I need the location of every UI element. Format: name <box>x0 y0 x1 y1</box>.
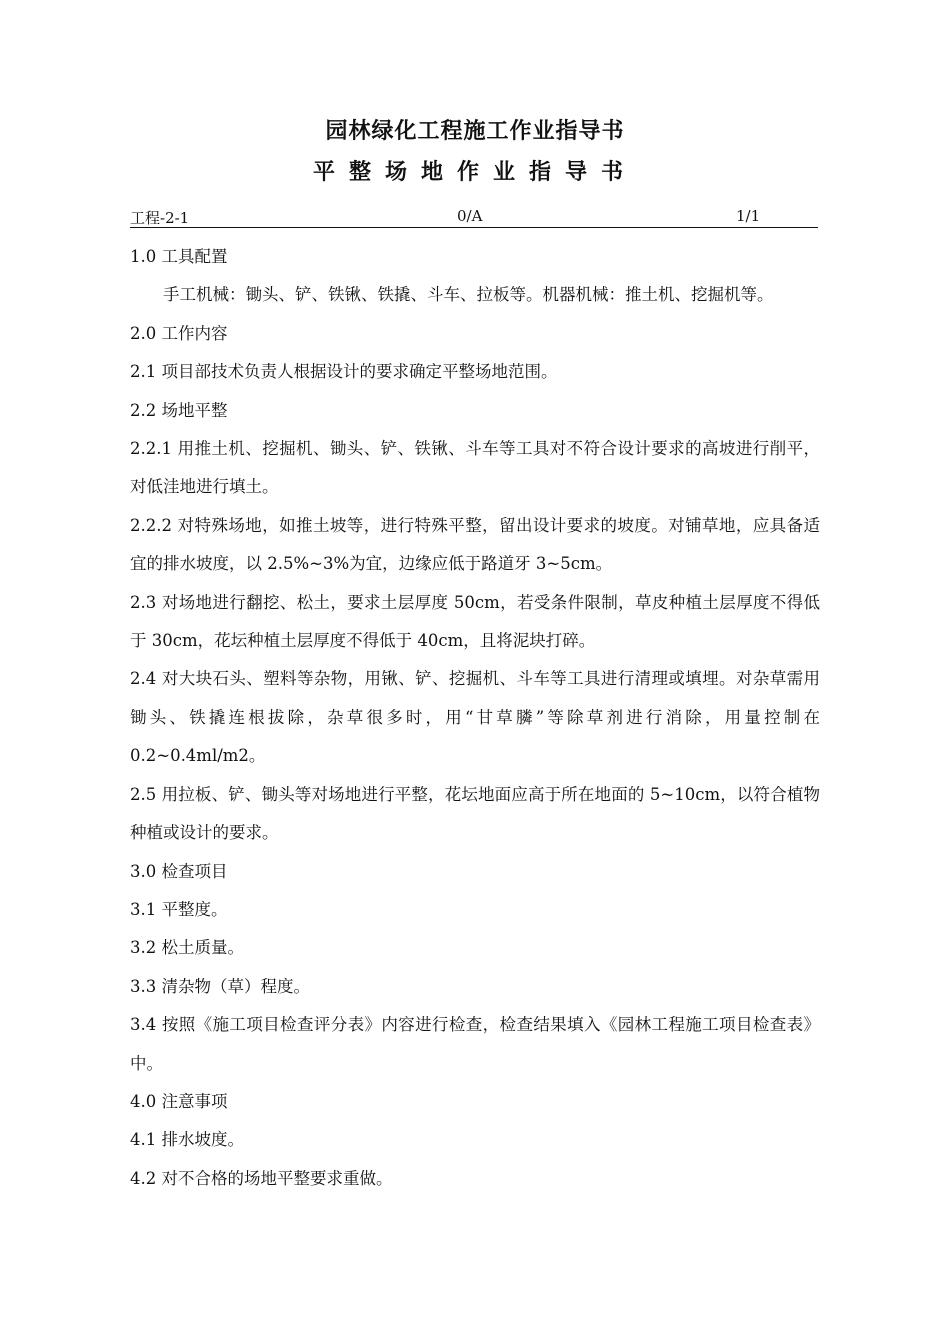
body-paragraph: 2.4 对大块石头、塑料等杂物，用锹、铲、挖掘机、斗车等工具进行清理或填埋。对杂草需用锄头、铁撬连根拔除，杂草很多时，用“甘草膦”等除草剂进行消除，用量控制在 0.2~0.4ml/m2。 <box>130 669 820 766</box>
document-code: 工程-2-1 <box>130 209 190 227</box>
document-revision: 0/A <box>457 207 483 225</box>
body-paragraph: 2.2.1 用推土机、挖掘机、锄头、铲、铁锹、斗车等工具对不符合设计要求的高坡进行削平，对低洼地进行填土。 <box>130 439 820 497</box>
body-paragraph: 2.2.2 对特殊场地，如推土坡等，进行特殊平整，留出设计要求的坡度。对铺草地，应具备适宜的排水坡度，以 2.5%~3%为宜，边缘应低于路道牙 3~5cm。 <box>130 515 820 574</box>
body-paragraph: 手工机械：锄头、铲、铁锹、铁撬、斗车、拉板等。机器机械：推土机、挖掘机等。 <box>163 285 774 305</box>
body-paragraph: 3.3 清杂物（草）程度。 <box>130 976 310 996</box>
body-paragraph: 3.4 按照《施工项目检查评分表》内容进行检查，检查结果填入《园林工程施工项目检查表》中。 <box>130 1015 820 1073</box>
body-paragraph: 2.1 项目部技术负责人根据设计的要求确定平整场地范围。 <box>130 362 558 382</box>
body-paragraph: 2.2 场地平整 <box>130 400 228 420</box>
body-paragraph: 3.1 平整度。 <box>130 899 228 919</box>
page-number: 1/1 <box>736 207 761 225</box>
body-paragraph: 3.0 检查项目 <box>130 861 228 881</box>
document-subtitle: 平整场地作业指导书 <box>312 160 637 185</box>
body-paragraph: 2.0 工作内容 <box>130 323 228 343</box>
document-body <box>130 238 820 1198</box>
body-paragraph: 4.0 注意事项 <box>130 1091 228 1111</box>
document-header <box>130 207 818 227</box>
body-paragraph: 2.5 用拉板、铲、锄头等对场地进行平整，花坛地面应高于所在地面的 5~10cm，以符合植物种植或设计的要求。 <box>130 784 820 843</box>
body-paragraph: 2.3 对场地进行翻挖、松土，要求土层厚度 50cm，若受条件限制，草皮种植土层厚度不得低于 30cm，花坛种植土层厚度不得低于 40cm，且将泥块打碎。 <box>130 592 820 651</box>
document-title: 园林绿化工程施工作业指导书 <box>325 119 625 144</box>
header-divider <box>130 227 818 228</box>
body-paragraph: 4.1 排水坡度。 <box>130 1130 244 1150</box>
body-paragraph: 3.2 松土质量。 <box>130 938 244 958</box>
body-paragraph: 1.0 工具配置 <box>130 247 228 266</box>
body-paragraph: 4.2 对不合格的场地平整要求重做。 <box>130 1168 393 1188</box>
